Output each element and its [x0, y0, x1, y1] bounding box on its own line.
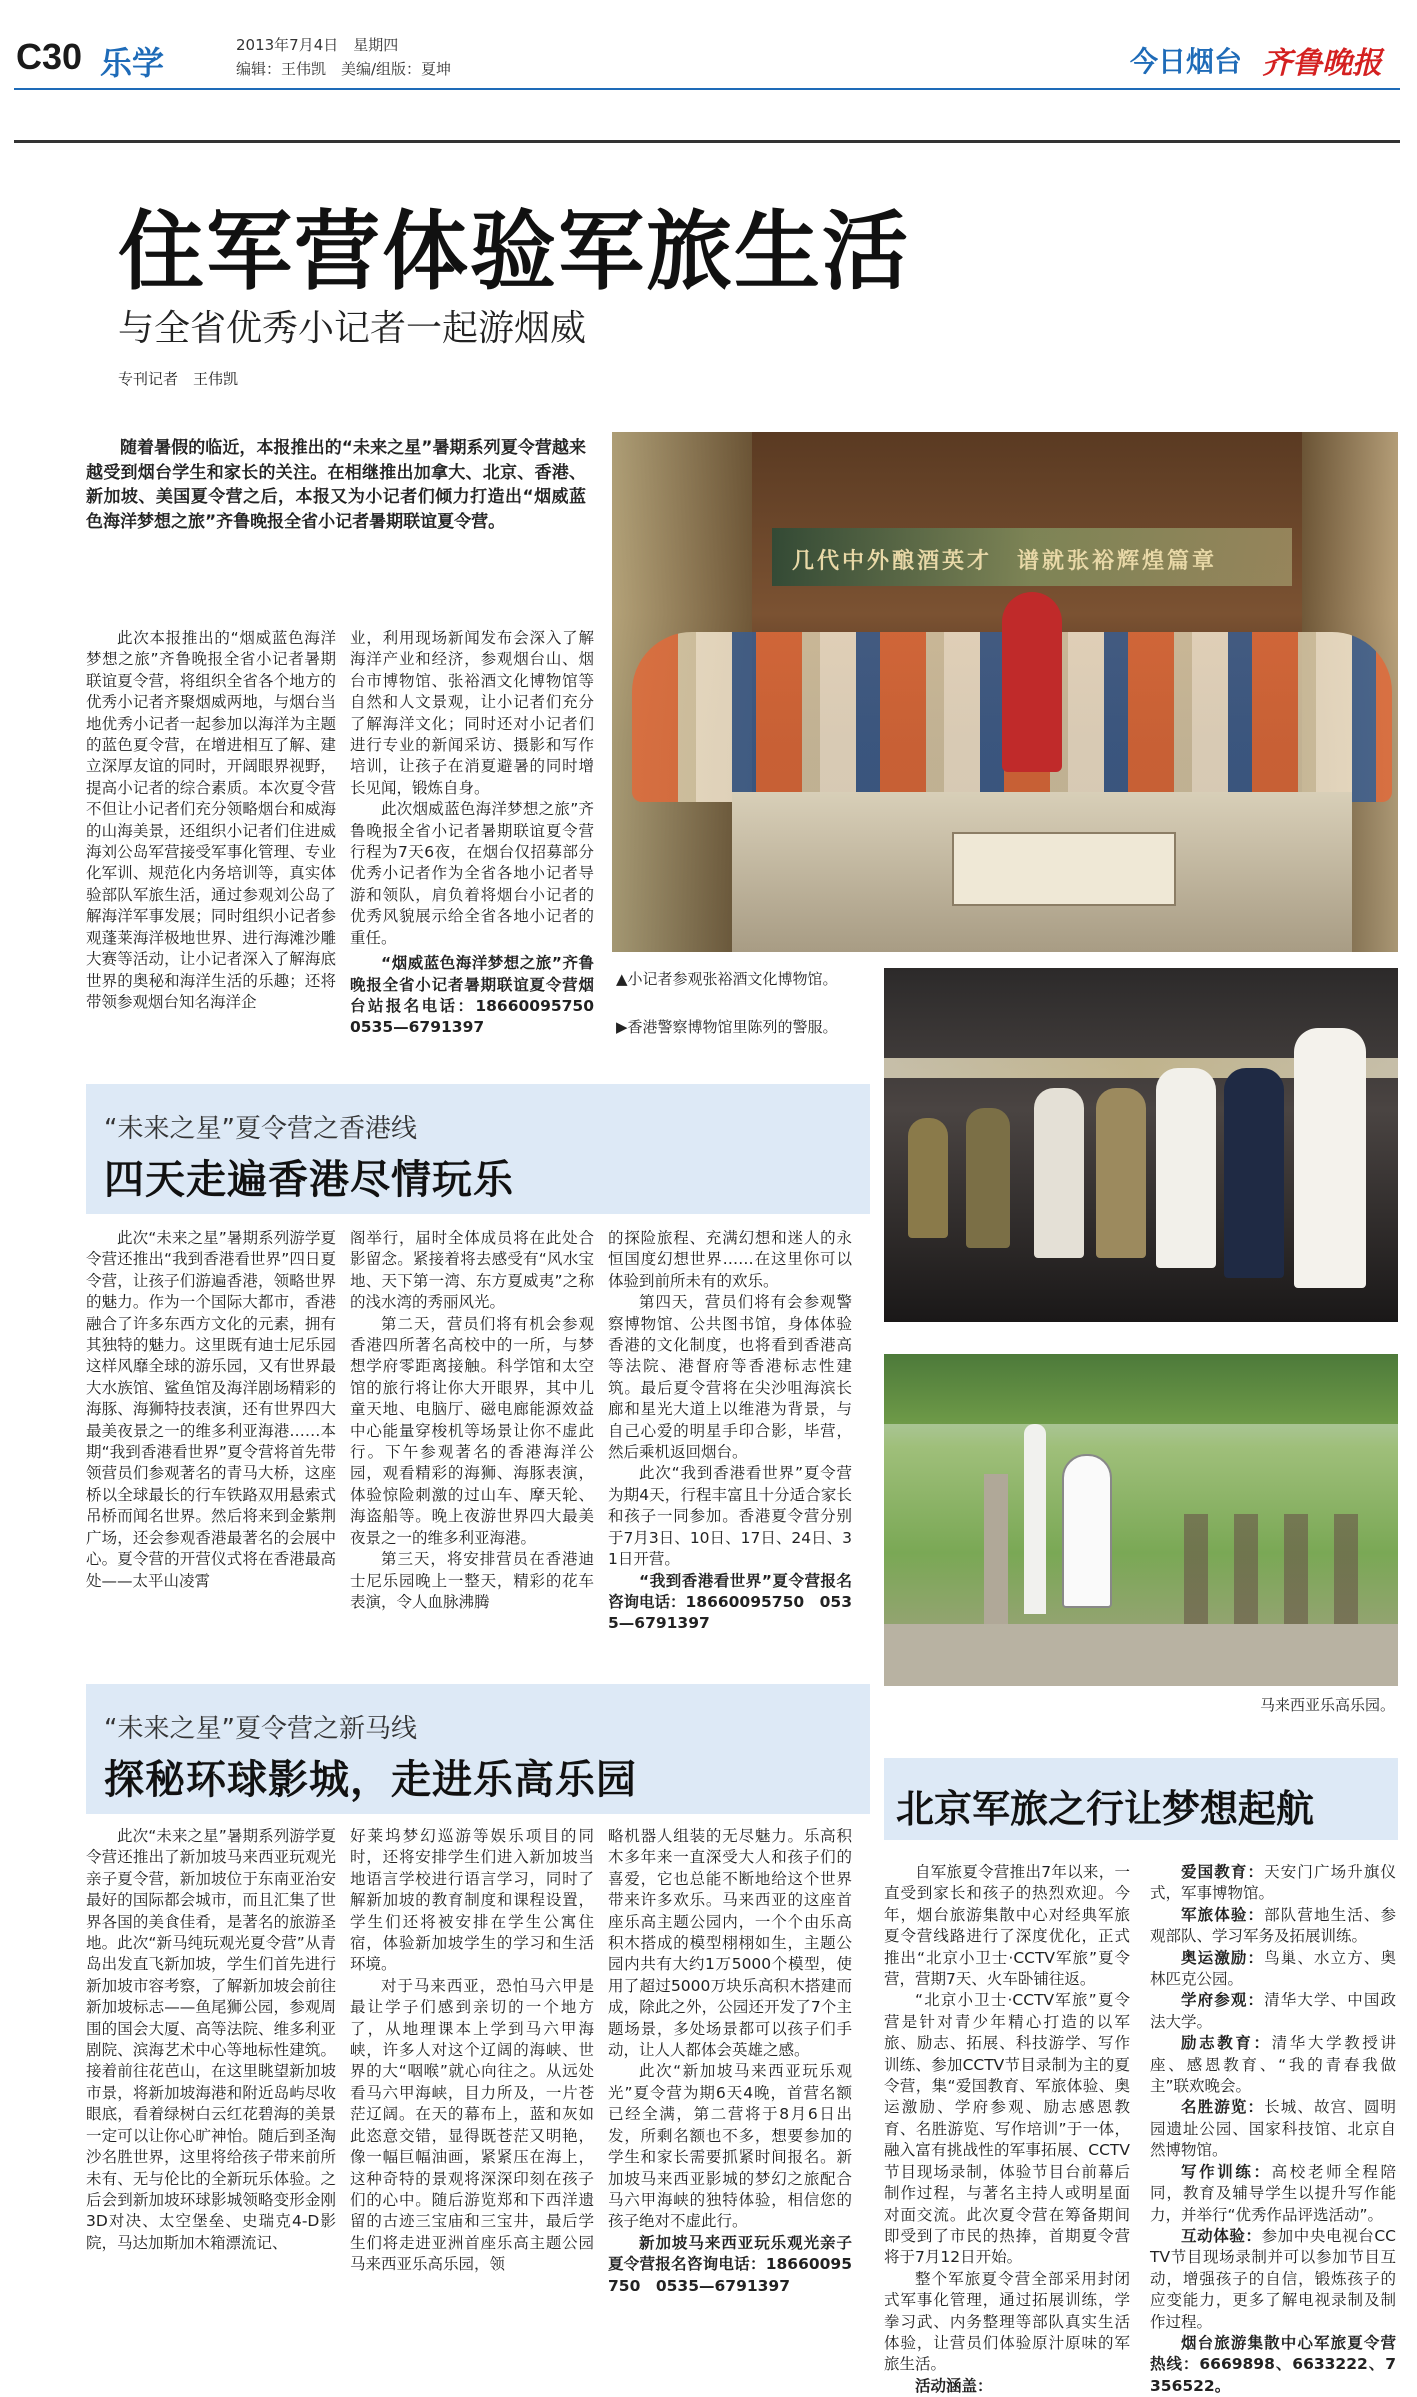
hk-kicker: “未来之星”夏令营之香港线: [104, 1114, 417, 1144]
photo3-caption: 马来西亚乐高乐园。: [1260, 1696, 1396, 1714]
section-name: 乐学: [100, 44, 165, 82]
bj-item: [1150, 1948, 1396, 1991]
bj-item: [1150, 1862, 1396, 1905]
photo-legoland: [884, 1354, 1398, 1686]
body-paragraph: 略机器人组装的无尽魅力。乐高积木多年来一直深受大人和孩子们的喜爱，它也总能不断地给这个世界带来许多欢乐。马来西亚的这座首座乐高主题公园内，一个个由乐高积木搭成的模型栩栩如生，主题公园内共有大约1万5000个模型，使用了超过5000万块乐高积木搭建而成，除此之外，公园还开发了7个主题场景，多处场景都可以孩子们手动，让人人都体会英雄之感。: [608, 1827, 852, 2060]
body-paragraph: 第二天，营员们将有机会参观香港四所著名高校中的一所，与梦想学府零距离接触。科学馆和太空馆的旅行将让你大开眼界，其中儿童天地、电脑厅、磁电廊能源效益中心能量穿梭机等场景让你不虚此行。下午参观著名的香港海洋公园，观看精彩的海狮、海豚表演，体验惊险刺激的过山车、摩天轮、海盗船等。晚上夜游世界四大最美夜景之一的维多利亚海港。: [350, 1314, 594, 1547]
byline: 专刊记者 王伟凯: [118, 370, 239, 388]
bj-title: 北京军旅之行让梦想起航: [896, 1787, 1315, 1831]
bj-item: [1150, 2162, 1396, 2226]
mannequin: [908, 1118, 948, 1238]
mannequin: [1224, 1068, 1284, 1278]
hk-col3: [608, 1228, 852, 1635]
bj-item-label: 写作训练：: [1181, 2162, 1272, 2181]
body-paragraph: 此次“我到香港看世界”夏令营为期4天，行程丰富且十分适合家长和孩子一同参加。香港夏令营分别于7月3日、10日、17日、24日、31日开营。: [608, 1464, 852, 1569]
paper-logo: 齐鲁晚报: [1262, 46, 1382, 81]
body-paragraph: “北京小卫士·CCTV军旅”夏令营是针对青少年精心打造的以军旅、励志、拓展、科技游学、写作训练、参加CCTV节目录制为主的夏令营，集“爱国教育、军旅体验、奥运激励、学府参观、励志感恩教育、名胜游览、写作培训”于一体，融入富有挑战性的军事拓展、CCTV节目现场录制，体验节目台前幕后制作过程，与著名主持人或明星面对面交流。此次夏令营在筹备期间即受到了市民的热捧，首期夏令营将于7月12日开始。: [884, 1991, 1130, 2267]
column-name: 今日烟台: [1130, 45, 1243, 78]
bj-item-text: 清华大学教授讲座、感恩教育、“我的青春我做主”联欢晚会。: [1150, 2034, 1396, 2096]
bj-item: [1150, 2097, 1396, 2161]
mannequin: [1156, 1068, 1216, 1268]
lead-text: 随着暑假的临近，本报推出的“未来之星”暑期系列夏令营越来越受到烟台学生和家长的关注。在相继推出加拿大、北京、香港、新加坡、美国夏令营之后，本报又为小记者们倾力打造出“烟威蓝色海洋梦想之旅”齐鲁晚报全省小记者暑期联谊夏令营。: [86, 438, 586, 532]
sg-col1: [86, 1826, 336, 2254]
sub-headline: 与全省优秀小记者一起游烟威: [118, 308, 587, 349]
bj-item-label: 学府参观：: [1181, 1991, 1265, 2010]
bj-item-label: 奥运激励：: [1181, 1948, 1265, 1967]
main-headline: 住军营体验军旅生活: [118, 202, 910, 302]
bj-col2: [1150, 1862, 1396, 2397]
hk-title: 四天走遍香港尽情玩乐: [104, 1157, 514, 1203]
body-paragraph: 第四天，营员们将有会参观警察博物馆、公共图书馆，身体体验香港的文化制度，也将看到香港高等法院、港督府等香港标志性建筑。最后夏令营将在尖沙咀海滨长廊和星光大道上以维港为背景，与自己心爱的明星手印合影，毕营，然后乘机返回烟台。: [608, 1293, 852, 1462]
tree-line: [884, 1354, 1398, 1424]
bj-item: [1150, 2226, 1396, 2333]
photo1-caption: ▲小记者参观张裕酒文化博物馆。: [616, 970, 838, 988]
main-body-col1: [86, 628, 336, 1013]
body-paragraph: 业，利用现场新闻发布会深入了解海洋产业和经济，参观烟台山、烟台市博物馆、张裕酒文化博物馆等自然和人文景观，让小记者们充分了解海洋文化；同时还对小记者们进行专业的新闻采访、摄影和写作培训，让孩子在消夏避暑的同时增长见闻，锻炼自身。: [350, 629, 594, 797]
top-divider: [14, 140, 1400, 143]
pavement: [884, 1624, 1398, 1686]
body-paragraph: 阁举行，届时全体成员将在此处合影留念。紧接着将去感受有“风水宝地、天下第一湾、东方夏威夷”之称的浅水湾的秀丽风光。: [350, 1229, 594, 1312]
main-body-col2: [350, 628, 610, 1039]
hk-col2: [350, 1228, 594, 1613]
mannequin: [1034, 1088, 1084, 1258]
header-rule: [14, 88, 1400, 90]
bj-col1: [884, 1862, 1130, 2397]
bj-item-label: 爱国教育：: [1181, 1863, 1265, 1881]
photo2-caption: ▶香港警察博物馆里陈列的警服。: [616, 1018, 838, 1036]
contact-info: 烟台旅游集散中心军旅夏令营热线：6669898、6633222、7356522。: [1150, 2333, 1396, 2395]
body-paragraph: 整个军旅夏令营全部采用封闭式军事化管理，通过拓展训练，学拳习武、内务整理等部队真实生活体验，让营员们体验原汁原味的军旅生活。: [884, 2269, 1130, 2374]
bj-item-text: 鸟巢、水立方、奥林匹克公园。: [1150, 1948, 1396, 1989]
body-paragraph: 对于马来西亚，恐怕马六甲是最让学子们感到亲切的一个地方了，从地理课本上学到马六甲海峡，许多人对这个辽阔的海峡、世界的大“咽喉”就心向往之。从远处看马六甲海峡，目力所及，一片苍茫辽阔。在天的幕布上，蓝和灰如此恣意交错，显得既苍茫又明艳，像一幅巨幅油画，紧紧压在海上，这种奇特的景观将深深印刻在孩子们的心中。随后游览郑和下西洋遗留的古迹三宝庙和三宝井，最后学生们将走进亚洲首座乐高主题公园马来西亚乐高乐园，领: [350, 1976, 594, 2274]
lego-rocket: [1024, 1424, 1046, 1614]
body-paragraph: 此次本报推出的“烟威蓝色海洋梦想之旅”齐鲁晚报全省小记者暑期联谊夏令营，将组织全省各个地方的优秀小记者齐聚烟威两地，与烟台当地优秀小记者一起参加以海洋为主题的蓝色夏令营，在增进相互了解、建立深厚友谊的同时，开阔眼界视野，提高小记者的综合素质。本次夏令营不但让小记者们充分领略烟台和威海的山海美景，还组织小记者们住进威海刘公岛军营接受军事化管理、专业化军训、规范化内务培训等，真实体验部队军旅生活，通过参观刘公岛了解海洋军事发展；同时组织小记者参观蓬莱海洋极地世界、进行海滩沙雕大赛等活动，让小记者深入了解海底世界的奥秘和海洋生活的乐趣；还将带领参观烟台知名海洋企: [86, 629, 336, 1011]
body-paragraph: 第三天，将安排营员在香港迪士尼乐园晚上一整天，精彩的花车表演，令人血脉沸腾: [350, 1550, 594, 1611]
editors-line: 编辑：王伟凯 美编/组版：夏坤: [236, 60, 452, 78]
page-header: [0, 0, 1417, 100]
model-building: [952, 832, 1176, 906]
mannequin: [1294, 1028, 1366, 1288]
bj-item-text: 天安门广场升旗仪式，军事博物馆。: [1150, 1863, 1396, 1903]
body-paragraph: 此次“新加坡马来西亚玩乐观光”夏令营为期6天4晚，首营名额已经全满，第二营将于8月6日出发，所剩名额也不多，想要参加的学生和家长需要抓紧时间报名。新加坡马来西亚影城的梦幻之旅配合马六甲海峡的独特体验，相信您的孩子绝对不虚此行。: [608, 2062, 852, 2231]
sg-title: 探秘环球影城，走进乐高乐园: [104, 1757, 637, 1803]
bj-item-label: 互动体验：: [1181, 2226, 1262, 2245]
hk-col1: [86, 1228, 336, 1592]
body-paragraph: 此次“未来之星”暑期系列游学夏令营还推出“我到香港看世界”四日夏令营，让孩子们游遍香港，领略世界的魅力。作为一个国际大都市，香港融合了许多东西方文化的元素，拥有其独特的魅力。这里既有迪士尼乐园这样风靡全球的游乐园，又有世界最大水族馆、鲨鱼馆及海洋剧场精彩的海豚、海狮特技表演，还有世界四大最美夜景之一的维多利亚海港……本期“我到香港看世界”夏令营将首先带领营员们参观著名的青马大桥，这座桥以全球最长的行车铁路双用悬索式吊桥而闻名世界。然后将来到金紫荆广场，还会参观香港最著名的会展中心。夏令营的开营仪式将在香港最高处——太平山凌霄: [86, 1229, 336, 1590]
lego-tower: [984, 1474, 1008, 1624]
bj-item-label: 名胜游览：: [1181, 2098, 1265, 2117]
bj-item-text: 清华大学、中国政法大学。: [1150, 1991, 1396, 2031]
page-code: C30: [16, 36, 83, 77]
issue-date: 2013年7月4日 星期四: [236, 36, 399, 54]
bj-item-label: 励志教育：: [1181, 2034, 1272, 2053]
body-paragraph: 自军旅夏令营推出7年以来，一直受到家长和孩子的热烈欢迎。今年，烟台旅游集散中心对经典军旅夏令营线路进行了深度优化，正式推出“北京小卫士·CCTV军旅”夏令营，营期7天、火车卧铺往返。: [884, 1863, 1130, 1989]
mannequin: [1096, 1088, 1146, 1258]
contact-info: “我到香港看世界”夏令营报名咨询电话：18660095750 0535—6791397: [608, 1571, 852, 1633]
contact-info: “烟威蓝色海洋梦想之旅”齐鲁晚报全省小记者暑期联谊夏令营烟台站报名电话：18660095750 0535—6791397: [350, 954, 610, 1037]
body-paragraph: 此次“未来之星”暑期系列游学夏令营还推出了新加坡马来西亚玩观光亲子夏令营，新加坡位于东南亚治安最好的国际都会城市，而且汇集了世界各国的美食佳肴，是著名的旅游圣地。此次“新马纯玩观光夏令营”从青岛出发直飞新加坡，学生们首先进行新加坡市容考察，了解新加坡会前往新加坡标志——鱼尾狮公园，参观周围的国会大厦、高等法院、维多利亚剧院、滨海艺术中心等地标性建筑。接着前往花芭山，在这里眺望新加坡市景，将新加坡海港和附近岛屿尽收眼底，看着绿树白云红花碧海的美景一定可以让你心旷神怡。随后到圣淘沙名胜世界，这里将给孩子带来前所未有、无与伦比的全新玩乐体验。之后会到新加坡环球影城领略变形金刚3D对决、太空堡垒、史瑞克4-D影院，马达加斯加木箱漂流记、: [86, 1827, 336, 2252]
lego-shuttle: [1062, 1454, 1112, 1608]
bj-item: [1150, 1990, 1396, 2033]
mannequin: [966, 1108, 1010, 1248]
bj-item-text: 长城、故宫、圆明园遗址公园、国家科技馆、北京自然博物馆。: [1150, 2098, 1396, 2160]
body-paragraph: 好莱坞梦幻巡游等娱乐项目的同时，还将安排学生们进入新加坡当地语言学校进行语言学习，同时了解新加坡的教育制度和课程设置，学生们还将被安排在学生公寓住宿，体验新加坡学生的学习和生活环境。: [350, 1827, 594, 1974]
photo-wine-museum: [612, 432, 1398, 952]
guide-figure: [1002, 592, 1062, 772]
bj-item-text: 参加中央电视台CCTV节目现场录制并可以参加节目互动，增强孩子的自信，锻炼孩子的应变能力，更多了解电视录制及制作过程。: [1150, 2226, 1396, 2331]
sg-col2: [350, 1826, 594, 2276]
photo-police-uniforms: [884, 968, 1398, 1322]
bj-item-text: 部队营地生活、参观部队、学习军务及拓展训练。: [1150, 1905, 1396, 1946]
bj-item: [1150, 2033, 1396, 2097]
exhibit-banner-text: 几代中外酿酒英才 谱就张裕辉煌篇章: [792, 549, 1218, 574]
bj-item: [1150, 1905, 1396, 1948]
body-paragraph: 活动涵盖：: [915, 2376, 993, 2395]
contact-info: 新加坡马来西亚玩乐观光亲子夏令营报名咨询电话：18660095750 0535—6791397: [608, 2233, 852, 2295]
bj-item-label: 军旅体验：: [1181, 1905, 1265, 1924]
sg-kicker: “未来之星”夏令营之新马线: [104, 1714, 417, 1744]
body-paragraph: 此次烟威蓝色海洋梦想之旅”齐鲁晚报全省小记者暑期联谊夏令营行程为7天6夜，在烟台仅招募部分优秀小记者作为全省各地小记者导游和领队，肩负着将烟台小记者的优秀风貌展示给全省各地小记者的重任。: [350, 800, 594, 947]
bj-item-text: 高校老师全程陪同，教育及辅导学生以提升写作能力，并举行“优秀作品评选活动”。: [1150, 2162, 1396, 2224]
body-paragraph: 的探险旅程、充满幻想和迷人的永恒国度幻想世界……在这里你可以体验到前所未有的欢乐。: [608, 1229, 852, 1290]
sg-col3: [608, 1826, 852, 2297]
lead-paragraph: [86, 436, 586, 534]
